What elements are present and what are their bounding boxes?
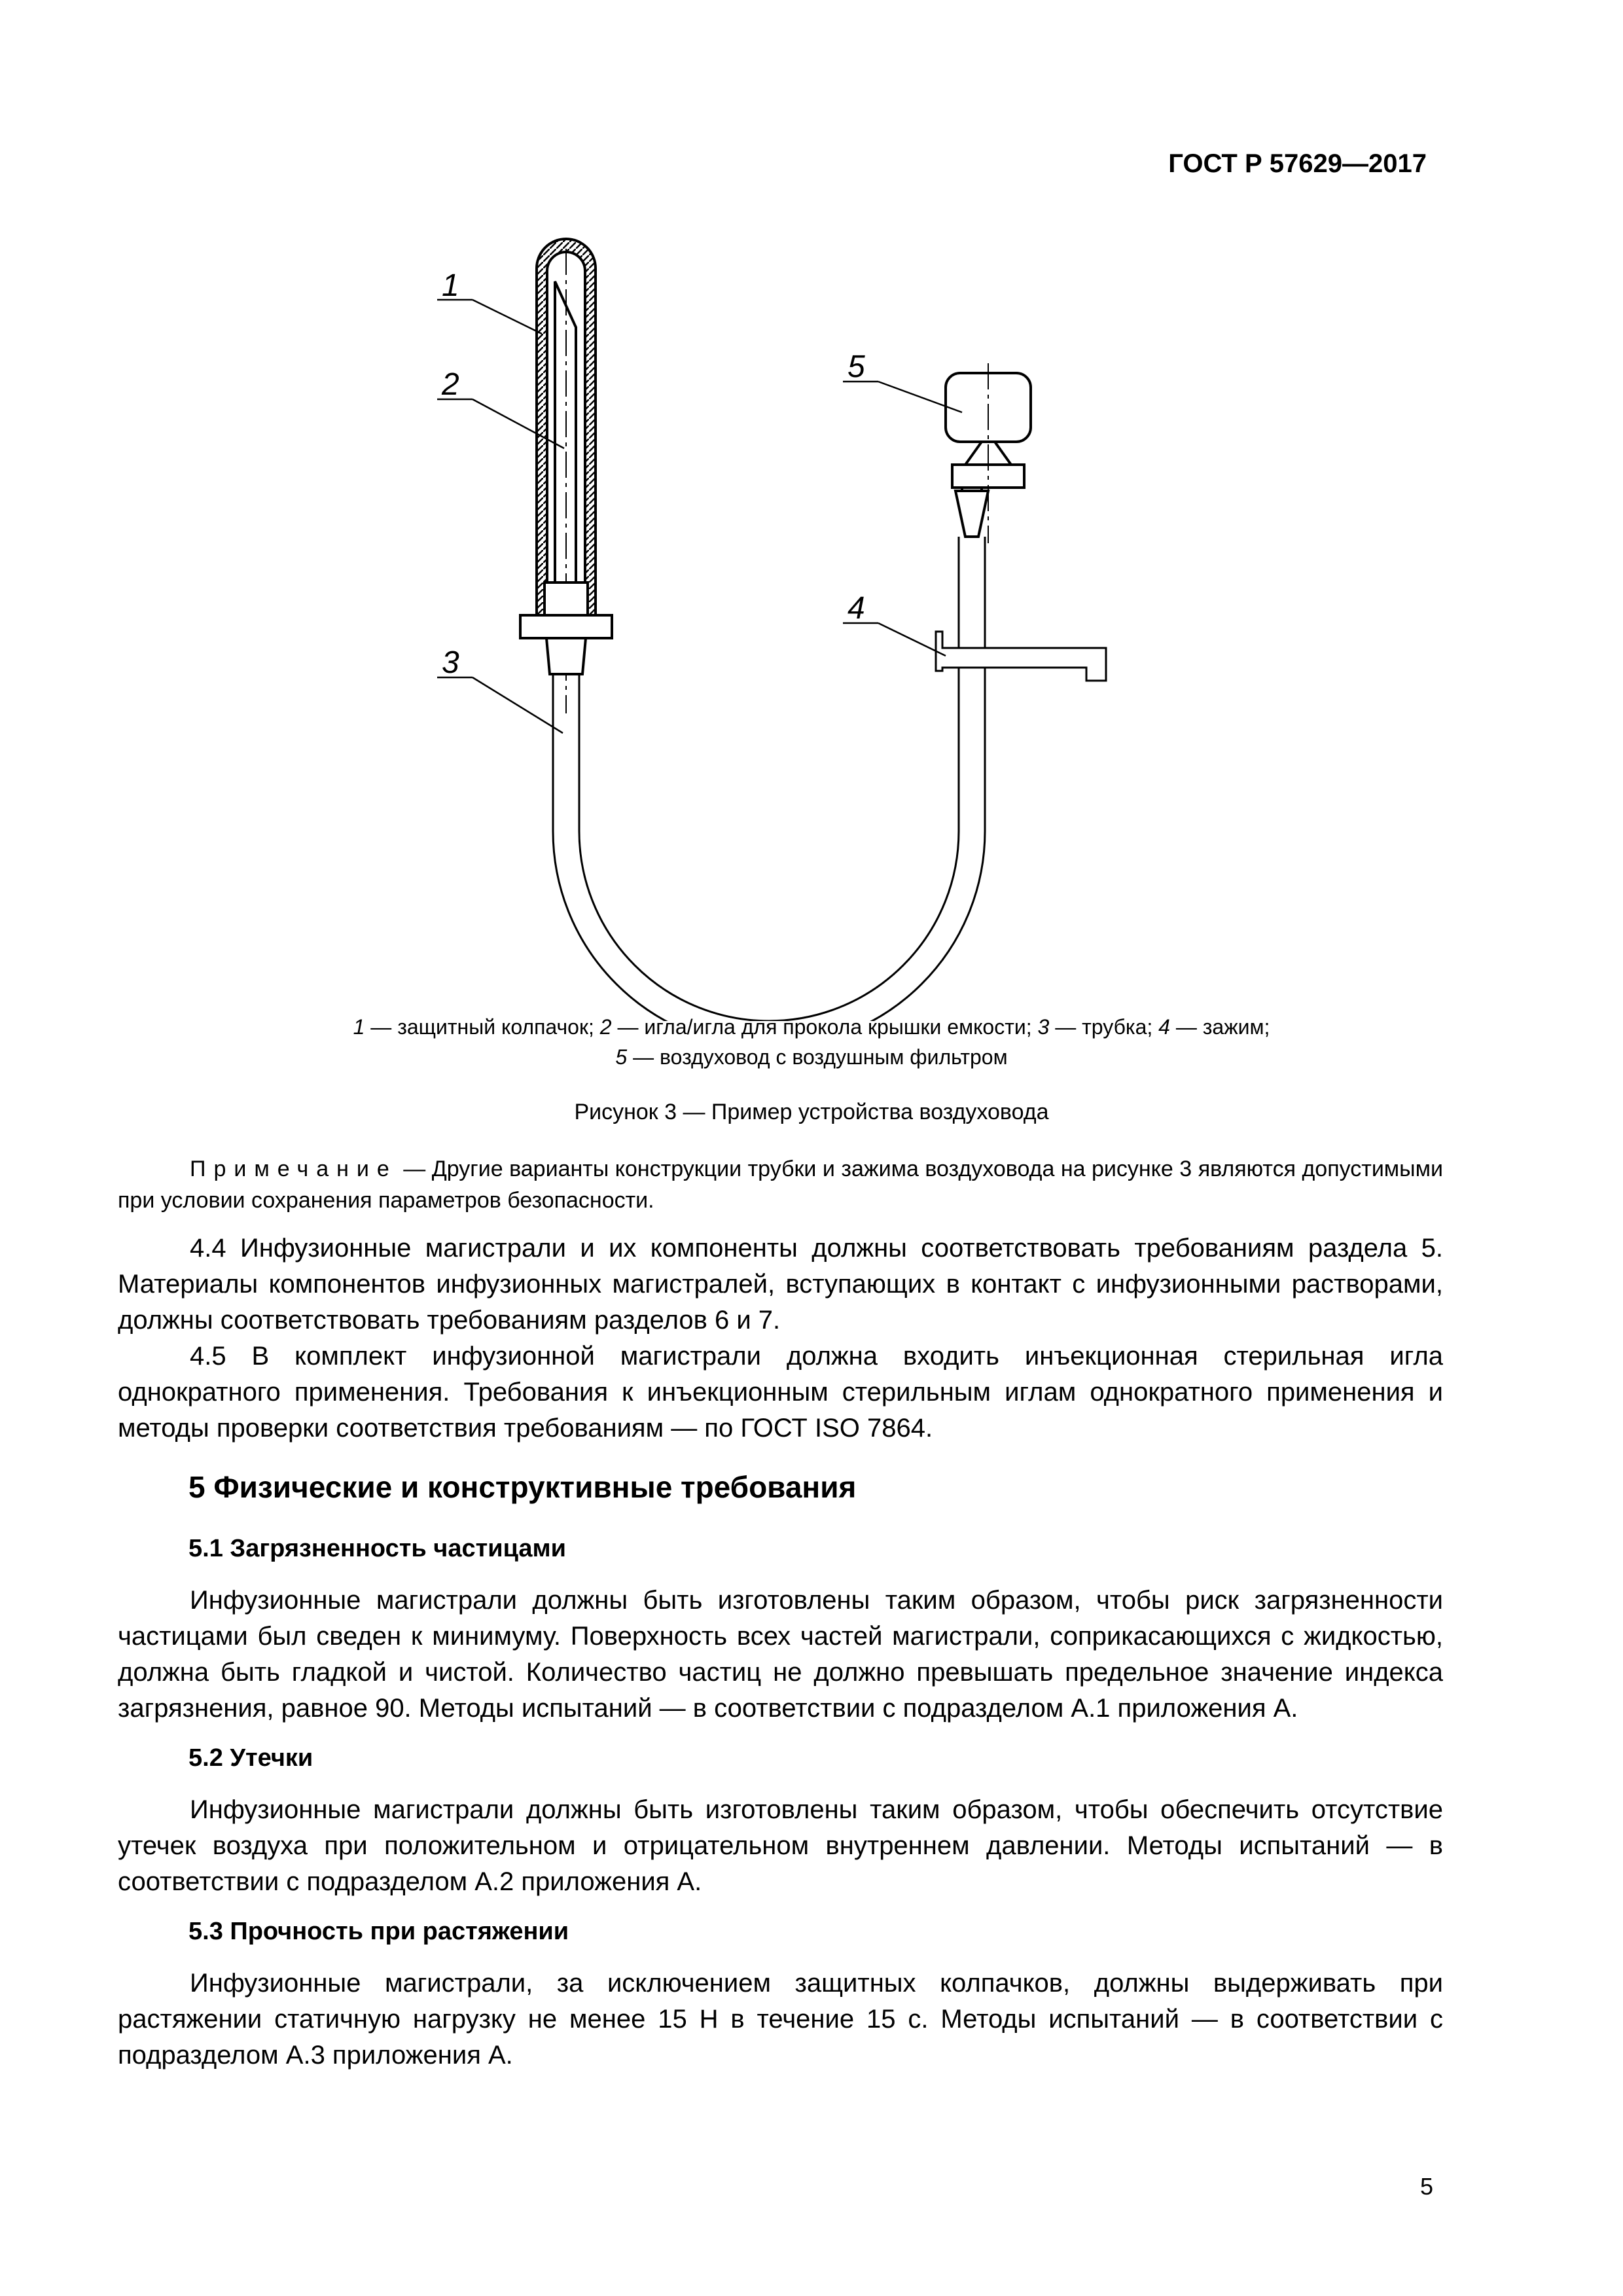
clamp [936,632,1106,681]
label-1: 1 [442,268,459,303]
label-3: 3 [442,645,459,680]
air-vent-device-figure [0,0,1623,1021]
section-5-2-title: 5.2 Утечки [188,1744,313,1772]
paragraph-4-5: 4.5 В комплект инфузионной магистрали должна входить инъекционная стерильная игла однократного применения. Требования к инъекционным стерильным иглам однократного применения и методы проверки соответствия требованиям — по ГОСТ ISO 7864. [118,1342,1443,1443]
section-5-title: 5 Физические и конструктивные требования [188,1470,857,1504]
label-5: 5 [847,350,865,384]
section-5-2-text: Инфузионные магистрали должны быть изготовлены таким образом, чтобы обеспечить отсутствие утечек воздуха при положительном и отрицательном внутреннем давлении. Методы испытаний — в соответствии с подразделом А.2 приложения А. [118,1795,1443,1896]
paragraph-4-4: 4.4 Инфузионные магистрали и их компоненты должны соответствовать требованиям раздела 5. Материалы компонентов инфузионных магистралей, вступающих в контакт с инфузионными растворами, должны соответствовать требованиям разделов 6 и 7. [118,1234,1443,1335]
label-2: 2 [442,367,459,402]
section-5-3-title: 5.3 Прочность при растяжении [188,1918,569,1945]
document-header: ГОСТ Р 57629—2017 [1168,149,1427,178]
tube [553,537,985,1021]
label-4: 4 [847,591,865,626]
figure-legend-line1: 1 — защитный колпачок; 2 — игла/игла для прокола крышки емкости; 3 — трубка; 4 — зажим; [353,1015,1270,1039]
note-text: — Другие варианты конструкции трубки и зажима воздуховода на рисунке 3 являются допустимыми при условии сохранения параметров безопасности. [118,1157,1443,1213]
page-number: 5 [1419,2173,1433,2200]
section-5-1-title: 5.1 Загрязненность частицами [188,1535,567,1562]
figure-caption: Рисунок 3 — Пример устройства воздуховода [574,1100,1049,1124]
section-5-1-text: Инфузионные магистрали должны быть изготовлены таким образом, чтобы риск загрязненности частицами был сведен к минимуму. Поверхность всех частей магистрали, соприкасающихся с жидкостью, должна быть гладкой и чистой. Количество частиц не должно превышать предельное значение индекса загрязнения, равное 90. Методы испытаний — в соответствии с подразделом А.1 приложения А. [118,1586,1443,1723]
note-label: Примечание [190,1157,397,1181]
section-5-3-text: Инфузионные магистрали, за исключением защитных колпачков, должны выдерживать при растяжении статичную нагрузку не менее 15 Н в течение 15 с. Методы испытаний — в соответствии с подразделом А.3 приложения А. [118,1969,1443,2070]
figure-legend-line2: 5 — воздуховод с воздушным фильтром [615,1045,1008,1069]
note [118,1153,1443,1216]
air-filter-vent [946,363,1031,543]
